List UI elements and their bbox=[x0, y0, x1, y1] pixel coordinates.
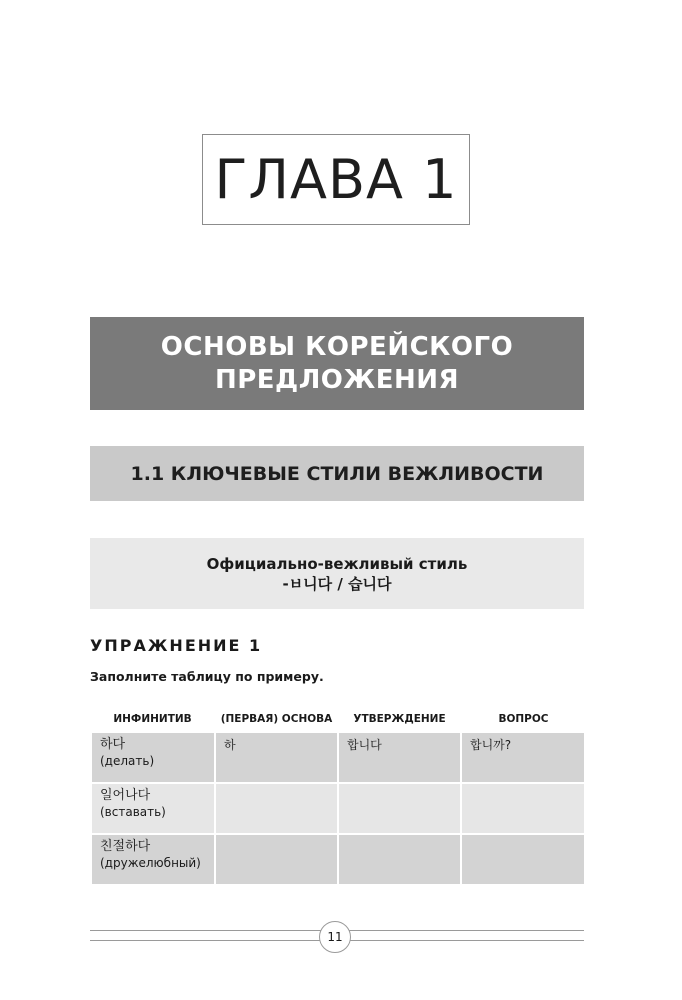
verb-gloss: (дружелюбный) bbox=[100, 856, 201, 870]
chapter-heading bbox=[202, 134, 470, 225]
stem-cell: 하 bbox=[215, 732, 338, 783]
table-row bbox=[91, 783, 585, 834]
table-row bbox=[91, 732, 585, 783]
statement-cell: 합니다 bbox=[338, 732, 461, 783]
exercise-title: УПРАЖНЕНИЕ 1 bbox=[90, 636, 263, 655]
page-number-badge bbox=[319, 921, 351, 953]
question-cell: 합니까? bbox=[461, 732, 585, 783]
infinitive-cell bbox=[91, 834, 215, 885]
section-title: 1.1 КЛЮЧЕВЫЕ СТИЛИ ВЕЖЛИВОСТИ bbox=[130, 462, 544, 485]
stem-cell bbox=[215, 783, 338, 834]
table-header-row bbox=[91, 707, 585, 732]
exercise-table bbox=[90, 707, 586, 886]
header-infinitive: ИНФИНИТИВ bbox=[91, 707, 215, 732]
verb-gloss: (делать) bbox=[100, 754, 155, 768]
page-number: 11 bbox=[327, 930, 343, 944]
header-stem: (ПЕРВАЯ) ОСНОВА bbox=[215, 707, 338, 732]
politeness-style-box bbox=[90, 538, 584, 609]
verb: 일어나다 bbox=[100, 788, 151, 803]
header-question: ВОПРОС bbox=[461, 707, 585, 732]
main-title-line-1: ОСНОВЫ КОРЕЙСКОГО bbox=[160, 331, 514, 362]
main-title-line-2: ПРЕДЛОЖЕНИЯ bbox=[214, 364, 460, 395]
chapter-label: ГЛАВА 1 bbox=[214, 148, 458, 211]
question-cell bbox=[461, 783, 585, 834]
verb: 친절하다 bbox=[100, 839, 151, 854]
stem-cell bbox=[215, 834, 338, 885]
exercise-instruction: Заполните таблицу по примеру. bbox=[90, 669, 324, 684]
statement-cell bbox=[338, 834, 461, 885]
infinitive-cell bbox=[91, 732, 215, 783]
main-title-banner bbox=[90, 317, 584, 410]
style-ending: -ㅂ니다 / 습니다 bbox=[282, 574, 392, 593]
verb: 하다 bbox=[100, 737, 126, 752]
style-name: Официально-вежливый стиль bbox=[206, 554, 468, 573]
table-row bbox=[91, 834, 585, 885]
header-statement: УТВЕРЖДЕНИЕ bbox=[338, 707, 461, 732]
statement-cell bbox=[338, 783, 461, 834]
infinitive-cell bbox=[91, 783, 215, 834]
verb-gloss: (вставать) bbox=[100, 805, 166, 819]
section-title-banner bbox=[90, 446, 584, 501]
question-cell bbox=[461, 834, 585, 885]
